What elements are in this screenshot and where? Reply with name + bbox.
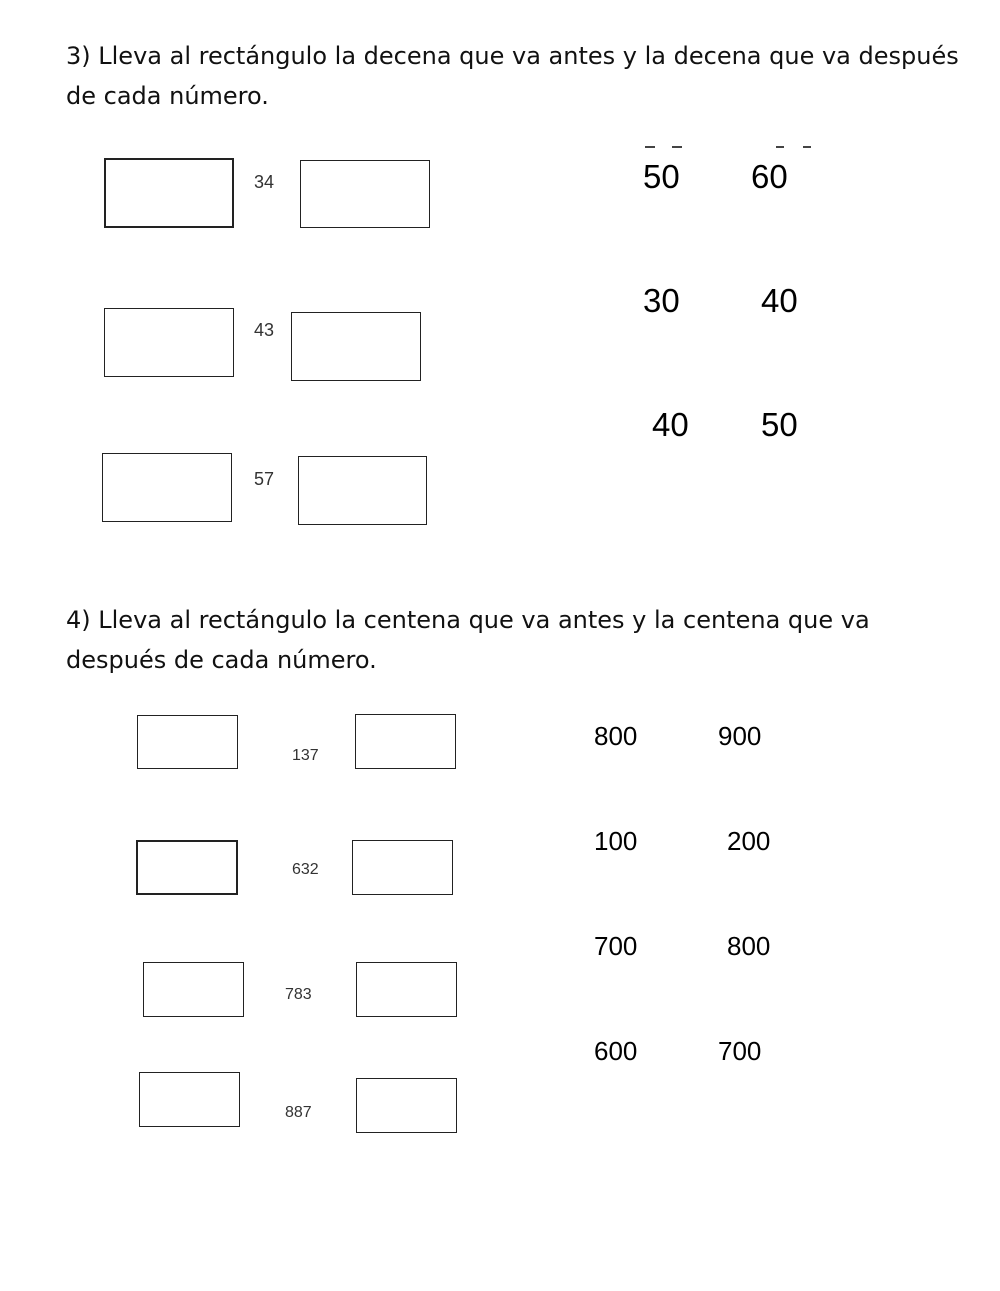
cropped-mark [776, 146, 784, 148]
drop-box-before-783[interactable] [143, 962, 244, 1017]
section3-instruction-line2: de cada número. [66, 82, 269, 110]
cropped-mark [672, 146, 682, 148]
draggable-option-30[interactable]: 30 [643, 282, 680, 319]
drop-box-before-43[interactable] [104, 308, 234, 377]
drop-box-before-34[interactable] [104, 158, 234, 228]
draggable-option-800[interactable]: 800 [727, 931, 771, 961]
draggable-option-700[interactable]: 700 [594, 931, 638, 961]
draggable-option-900[interactable]: 900 [718, 721, 762, 751]
number-887: 887 [285, 1104, 312, 1121]
draggable-option-200[interactable]: 200 [727, 826, 771, 856]
drop-box-after-34[interactable] [300, 160, 430, 228]
section4-instruction-line2: después de cada número. [66, 646, 377, 674]
cropped-mark [803, 146, 811, 148]
number-783: 783 [285, 986, 312, 1003]
draggable-option-600[interactable]: 600 [594, 1036, 638, 1066]
draggable-option-50[interactable]: 50 [643, 158, 680, 195]
section3-instruction-line1: 3) Lleva al rectángulo la decena que va antes y la decena que va después [66, 42, 959, 70]
drop-box-before-137[interactable] [137, 715, 238, 769]
draggable-option-50[interactable]: 50 [761, 406, 798, 443]
drop-box-before-887[interactable] [139, 1072, 240, 1127]
drop-box-after-783[interactable] [356, 962, 457, 1017]
drop-box-after-632[interactable] [352, 840, 453, 895]
drop-box-after-57[interactable] [298, 456, 427, 525]
number-57: 57 [254, 469, 275, 489]
drop-box-after-887[interactable] [356, 1078, 457, 1133]
cropped-mark [645, 146, 655, 148]
draggable-option-800[interactable]: 800 [594, 721, 638, 751]
draggable-option-60[interactable]: 60 [751, 158, 788, 195]
drop-box-after-137[interactable] [355, 714, 456, 769]
section4-instruction-line1: 4) Lleva al rectángulo la centena que va antes y la centena que va [66, 606, 870, 634]
draggable-option-40[interactable]: 40 [652, 406, 689, 443]
drop-box-before-57[interactable] [102, 453, 232, 522]
number-43: 43 [254, 320, 275, 340]
draggable-option-700[interactable]: 700 [718, 1036, 762, 1066]
draggable-option-40[interactable]: 40 [761, 282, 798, 319]
drop-box-before-632[interactable] [136, 840, 238, 895]
draggable-option-100[interactable]: 100 [594, 826, 638, 856]
number-632: 632 [292, 861, 319, 878]
number-137: 137 [292, 747, 319, 764]
drop-box-after-43[interactable] [291, 312, 421, 381]
number-34: 34 [254, 172, 275, 192]
